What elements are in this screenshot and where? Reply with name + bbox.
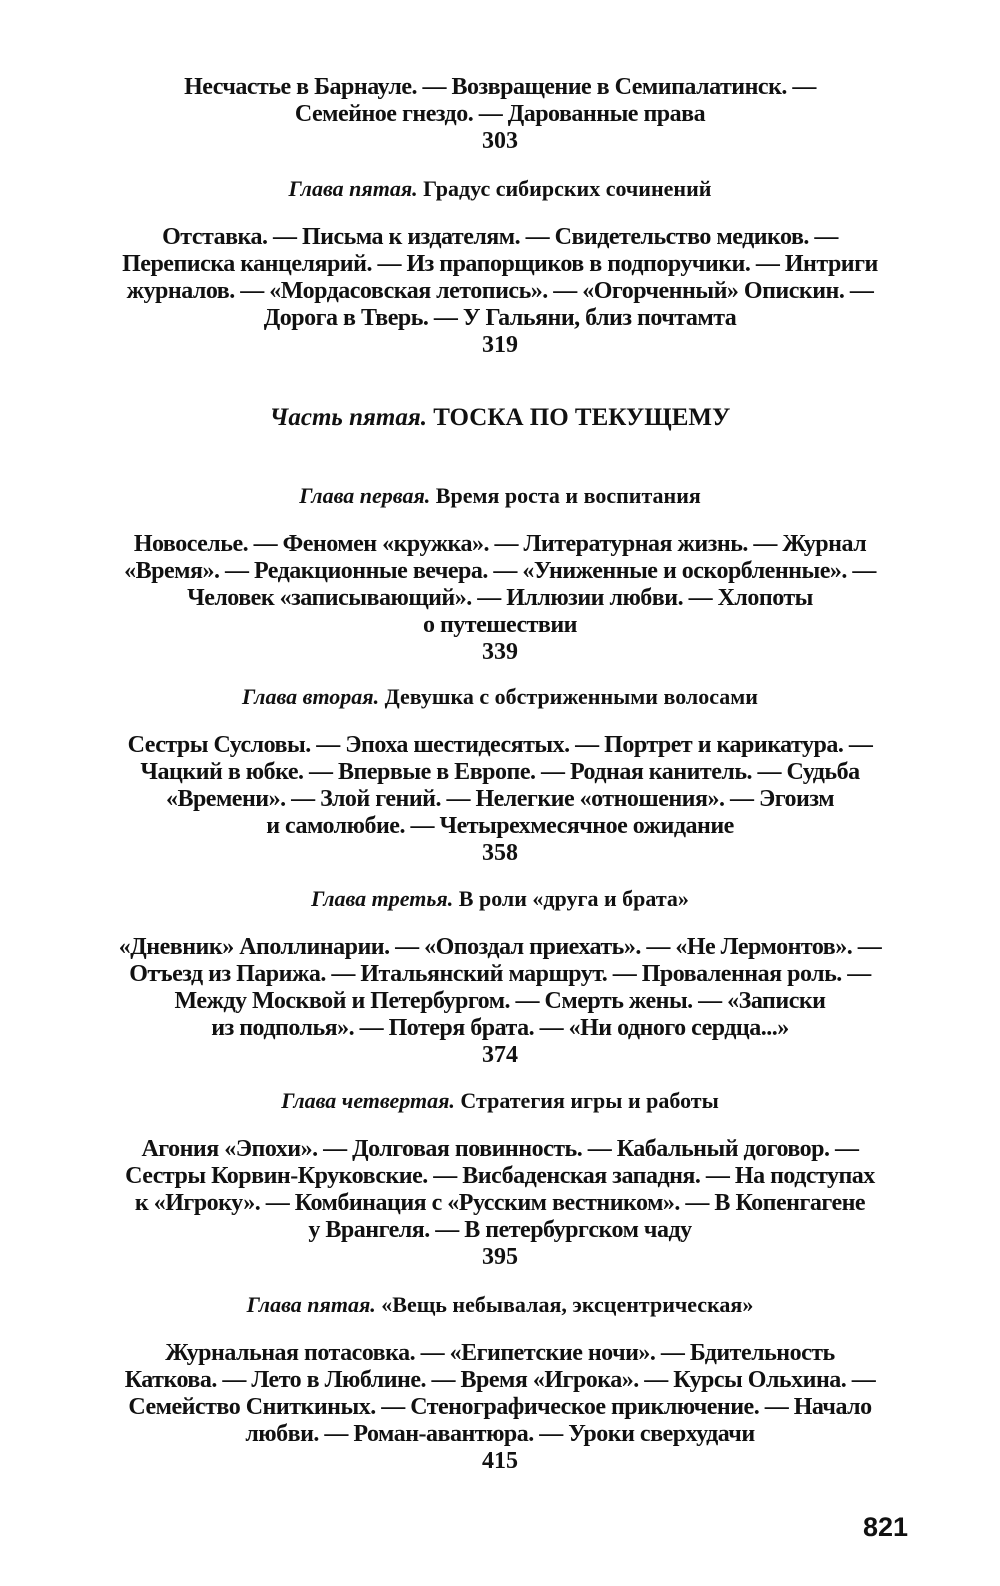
- entry-line: Несчастье в Барнауле. — Возвращение в Семипалатинск. —: [184, 74, 816, 100]
- entry-line: Семейство Сниткиных. — Стенографическое приключение. — Начало: [128, 1394, 872, 1420]
- toc-entry: [0, 483, 1000, 666]
- chapter-label: Глава пятая.: [288, 176, 418, 201]
- page-number: 303: [482, 128, 518, 154]
- chapter-label: Глава первая.: [299, 483, 431, 508]
- chapter-title: Девушка с обстриженными волосами: [384, 684, 758, 709]
- toc-entry: [0, 1088, 1000, 1271]
- chapter-title: Время роста и воспитания: [435, 483, 701, 508]
- entry-line: Агония «Эпохи». — Долговая повинность. — Кабальный договор. —: [141, 1136, 859, 1162]
- page-number: 319: [482, 332, 518, 358]
- entry-line: «Дневник» Аполлинарии. — «Опоздал приехать». — «Не Лермонтов». —: [118, 934, 882, 960]
- part-label: Часть пятая.: [269, 404, 427, 431]
- entry-line: Отъезд из Парижа. — Итальянский маршрут. — Проваленная роль. —: [129, 961, 871, 987]
- entry-line: Переписка канцелярий. — Из прапорщиков в подпоручики. — Интриги: [122, 251, 878, 277]
- entry-line: Сестры Корвин-Круковские. — Висбаденская западня. — На подступах: [125, 1163, 875, 1189]
- entry-line: о путешествии: [422, 612, 578, 638]
- chapter-heading: [0, 1292, 1000, 1318]
- entry-line: и самолюбие. — Четырехмесячное ожидание: [266, 813, 734, 839]
- page-number: 415: [482, 1448, 518, 1474]
- page-number: 339: [482, 639, 518, 665]
- entry-line: Человек «записывающий». — Иллюзии любви. — Хлопоты: [187, 585, 813, 611]
- toc-entry: [0, 176, 1000, 359]
- entry-line: Новоселье. — Феномен «кружка». — Литературная жизнь. — Журнал: [133, 531, 867, 557]
- part-heading: [0, 404, 1000, 432]
- chapter-title: Стратегия игры и работы: [460, 1088, 719, 1113]
- entry-line: Каткова. — Лето в Люблине. — Время «Игрока». — Курсы Ольхина. —: [124, 1367, 876, 1393]
- entry-line: Чацкий в юбке. — Впервые в Европе. — Родная канитель. — Судьба: [140, 759, 860, 785]
- chapter-heading: [0, 684, 1000, 710]
- toc-entry: [0, 684, 1000, 867]
- chapter-title: «Вещь небывалая, эксцентрическая»: [381, 1292, 754, 1317]
- entry-line: Отставка. — Письма к издателям. — Свидетельство медиков. —: [162, 224, 838, 250]
- chapter-title: Градус сибирских сочинений: [423, 176, 712, 201]
- chapter-label: Глава четвертая.: [281, 1088, 455, 1113]
- toc-entry: [0, 1292, 1000, 1475]
- entry-line: любви. — Роман-авантюра. — Уроки сверхудачи: [245, 1421, 755, 1447]
- chapter-heading: [0, 886, 1000, 912]
- chapter-heading: [0, 1088, 1000, 1114]
- entry-line: у Врангеля. — В петербургском чаду: [308, 1217, 692, 1243]
- folio-page-number: 821: [862, 1512, 908, 1542]
- chapter-heading: [0, 176, 1000, 202]
- entry-line: Дорога в Тверь. — У Гальяни, близ почтамта: [263, 305, 737, 331]
- page-number: 358: [482, 840, 518, 866]
- page-number: 395: [482, 1244, 518, 1270]
- chapter-heading: [0, 483, 1000, 509]
- toc-entry: [0, 886, 1000, 1069]
- chapter-label: Глава третья.: [311, 886, 454, 911]
- entry-line: Журнальная потасовка. — «Египетские ночи». — Бдительность: [165, 1340, 835, 1366]
- chapter-label: Глава пятая.: [246, 1292, 376, 1317]
- entry-line: Сестры Сусловы. — Эпоха шестидесятых. — Портрет и карикатура. —: [127, 732, 873, 758]
- entry-line: «Времени». — Злой гений. — Нелегкие «отношения». — Эгоизм: [165, 786, 835, 812]
- chapter-title: В роли «друга и брата»: [458, 886, 689, 911]
- entry-line: из подполья». — Потеря брата. — «Ни одного сердца...»: [211, 1015, 789, 1041]
- entry-line: «Время». — Редакционные вечера. — «Униженные и оскорбленные». —: [124, 558, 876, 584]
- chapter-label: Глава вторая.: [242, 684, 380, 709]
- entry-line: Между Москвой и Петербургом. — Смерть жены. — «Записки: [174, 988, 826, 1014]
- page-number: 374: [482, 1042, 518, 1068]
- entry-line: к «Игроку». — Комбинация с «Русским вестником». — В Копенгагене: [134, 1190, 866, 1216]
- entry-line: Семейное гнездо. — Дарованные права: [294, 101, 706, 127]
- entry-line: журналов. — «Мордасовская летопись». — «Огорченный» Опискин. —: [126, 278, 874, 304]
- part-title: ТОСКА ПО ТЕКУЩЕМУ: [433, 404, 731, 431]
- toc-entry: [0, 74, 1000, 155]
